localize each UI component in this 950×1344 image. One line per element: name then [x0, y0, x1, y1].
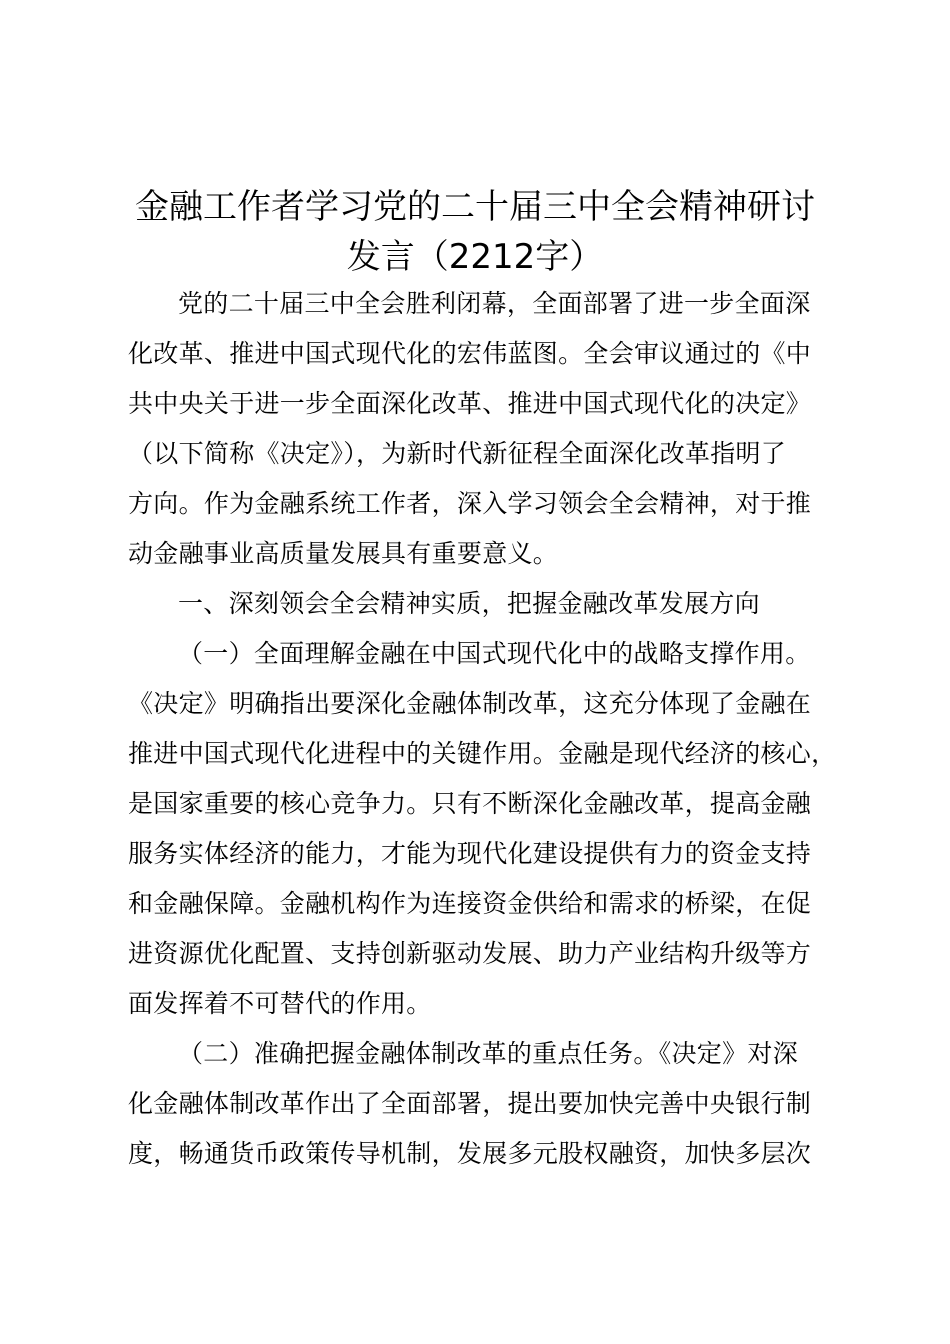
body-line-10: 推进中国式现代化进程中的关键作用。金融是现代经济的核心，: [128, 739, 837, 768]
body-line-1: 党的二十届三中全会胜利闭幕，全面部署了进一步全面深: [178, 289, 811, 318]
body-line-9: 《决定》明确指出要深化金融体制改革，这充分体现了金融在: [128, 689, 812, 718]
title-line-1: 金融工作者学习党的二十届三中全会精神研讨: [135, 187, 815, 227]
document-title: [110, 182, 840, 282]
body-line-3: 共中央关于进一步全面深化改革、推进中国式现代化的决定》: [128, 389, 812, 418]
body-line-16: （二）准确把握金融体制改革的重点任务。《决定》对深: [178, 1039, 799, 1068]
body-line-18: 度，畅通货币政策传导机制，发展多元股权融资，加快多层次: [128, 1139, 812, 1168]
body-line-8: （一）全面理解金融在中国式现代化中的战略支撑作用。: [178, 639, 811, 668]
body-line-2: 化改革、推进中国式现代化的宏伟蓝图。全会审议通过的《中: [128, 339, 812, 368]
body-line-11: 是国家重要的核心竞争力。只有不断深化金融改革，提高金融: [128, 789, 812, 818]
body-line-15: 面发挥着不可替代的作用。: [128, 989, 432, 1018]
body-line-12: 服务实体经济的能力，才能为现代化建设提供有力的资金支持: [128, 839, 812, 868]
title-line-2: 发言（2212字）: [346, 237, 604, 277]
body-line-4: （以下简称《决定》），为新时代新征程全面深化改革指明了: [128, 439, 787, 468]
body-line-6: 动金融事业高质量发展具有重要意义。: [128, 539, 559, 568]
body-line-13: 和金融保障。金融机构作为连接资金供给和需求的桥梁，在促: [128, 889, 812, 918]
section-heading-1: 一、深刻领会全会精神实质，把握金融改革发展方向: [178, 589, 760, 618]
body-line-14: 进资源优化配置、支持创新驱动发展、助力产业结构升级等方: [128, 939, 812, 968]
body-line-17: 化金融体制改革作出了全面部署，提出要加快完善中央银行制: [128, 1089, 812, 1118]
body-line-5: 方向。作为金融系统工作者，深入学习领会全会精神，对于推: [128, 489, 812, 518]
